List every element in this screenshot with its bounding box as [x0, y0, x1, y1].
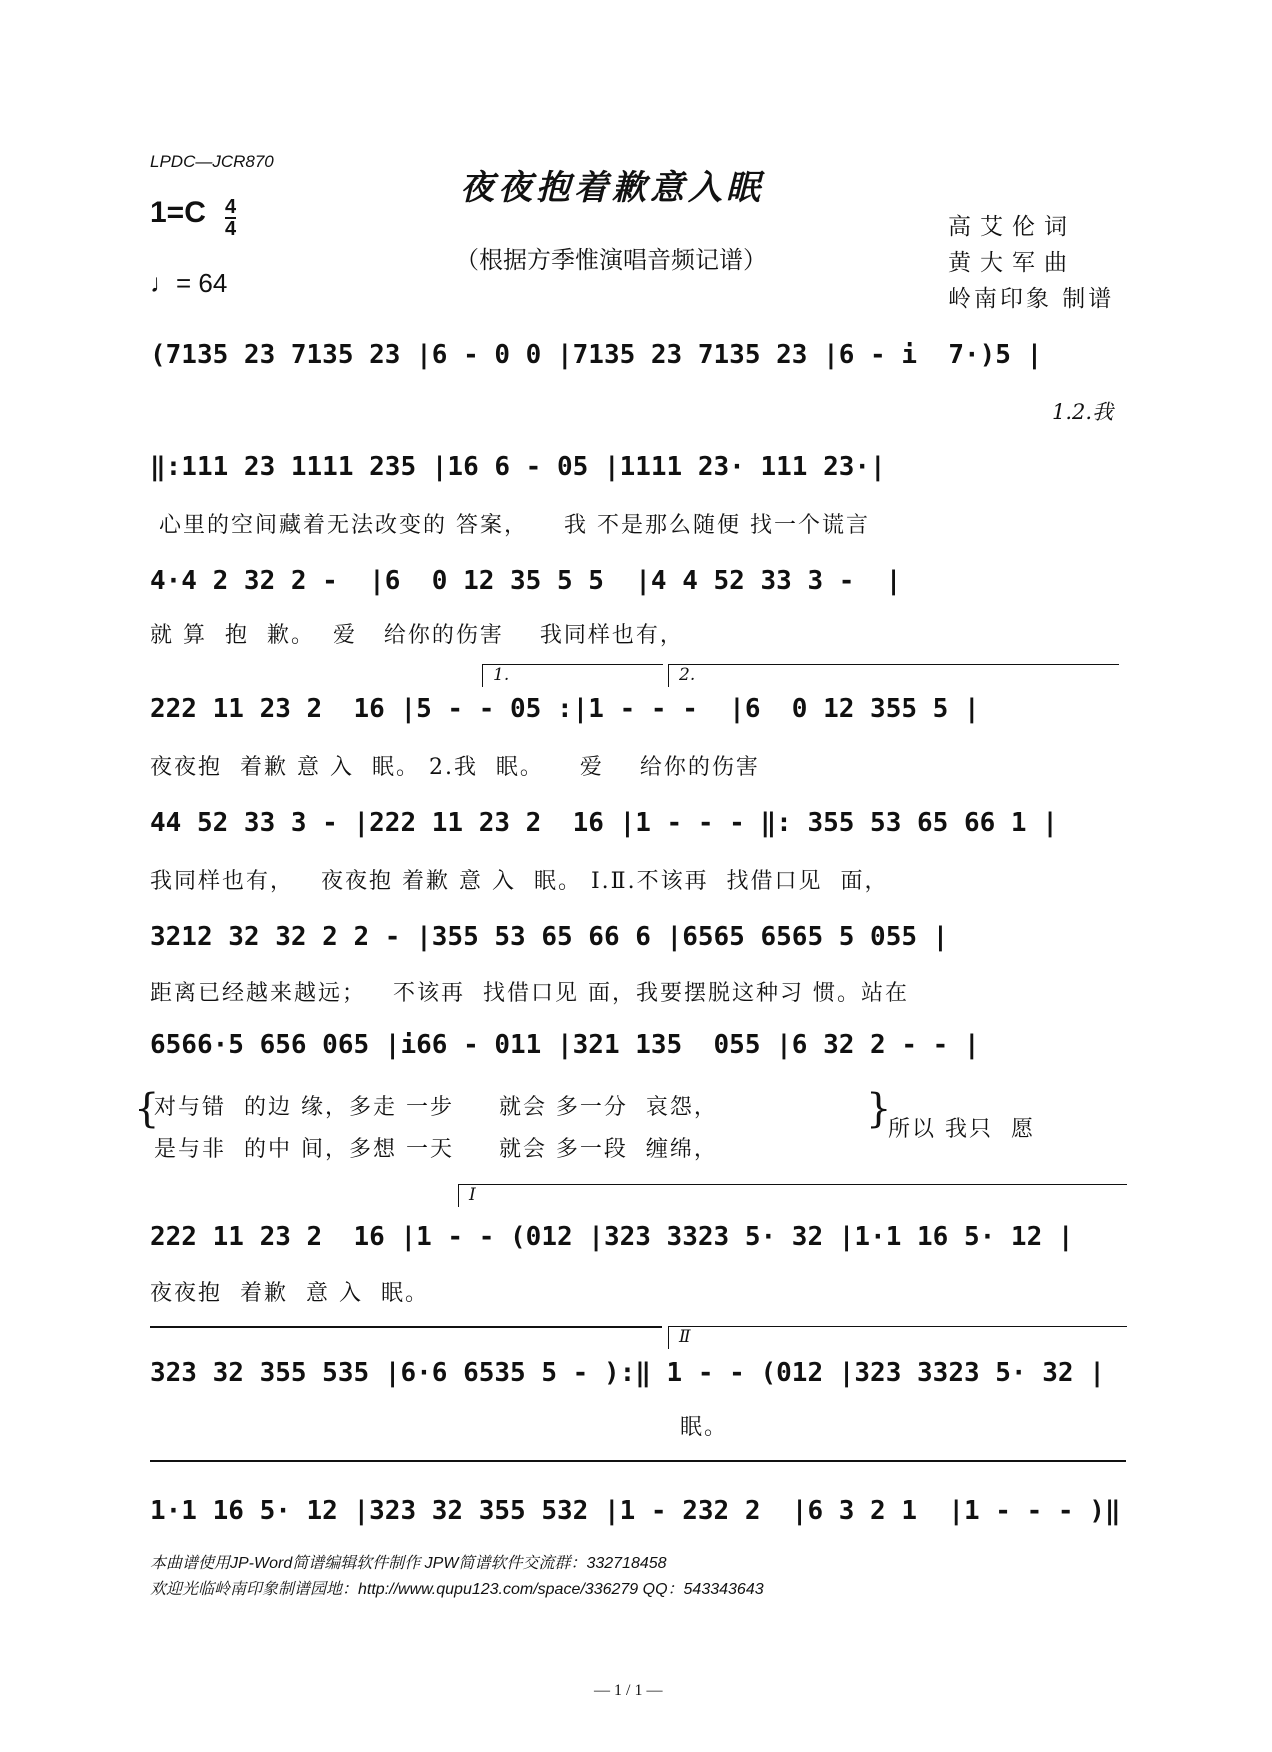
volta-bracket-4 — [668, 1326, 1127, 1349]
verse-line-1: 对与错 的边 缘，多走 一步 就会 多一分 哀怨， — [154, 1095, 718, 1120]
notation-line-1: (7135 23 7135 23 |6 - 0 0 |7135 23 7135 23 |6 - i 7·)5 | — [150, 340, 1043, 370]
score-code: LPDC—JCR870 — [150, 152, 274, 171]
notation-line-5: 44 52 33 3 - |222 11 23 2 16 |1 - - - ‖: 355 53 65 66 1 | — [150, 808, 1058, 838]
verse-line-2: 是与非 的中 间，多想 一天 就会 多一段 缠绵， — [154, 1137, 718, 1162]
notation-line-2: ‖:111 23 1111 235 |16 6 - 05 |1111 23· 111 23·| — [150, 452, 886, 482]
volta-label-2: 2. — [679, 665, 696, 685]
volta-bracket-3 — [458, 1184, 1127, 1207]
notation-line-10: 1·1 16 5· 12 |323 32 355 532 |1 - 232 2 |6 3 2 1 |1 - - - )‖ — [150, 1496, 1121, 1526]
lyric-line-9: 眠。 — [680, 1415, 729, 1440]
notation-line-9: 323 32 355 535 |6·6 6535 5 - ):‖ 1 - - (012 |323 3323 5· 32 | — [150, 1358, 1105, 1388]
coda-top-line — [150, 1460, 1126, 1462]
time-bottom: 4 — [224, 217, 237, 240]
volta-label-3: Ⅰ — [469, 1185, 476, 1205]
tempo-mark: ♩= 64 — [150, 268, 228, 298]
volta-label-1: 1. — [493, 665, 510, 685]
arranger: 岭南印象 制谱 — [948, 286, 1115, 312]
lyric-line-4: 夜夜抱 着歉 意 入 眠。 2.我 眠。 爱 给你的伤害 — [150, 755, 760, 780]
key-label: 1=C — [150, 196, 206, 229]
footer-software: 本曲谱使用JP-Word简谱编辑软件制作 JPW简谱软件交流群：332718458 — [150, 1555, 667, 1572]
notation-line-3: 4·4 2 32 2 - |6 0 12 35 5 5 |4 4 52 33 3 - | — [150, 566, 902, 596]
time-signature — [225, 197, 236, 239]
verse-tail: 所以 我只 愿 — [888, 1117, 1035, 1142]
volta-top-line — [150, 1326, 662, 1328]
volta-bracket-1 — [482, 664, 663, 687]
lyric-line-8: 夜夜抱 着歉 意 入 眠。 — [150, 1281, 429, 1306]
verse-brace-left: { — [134, 1086, 160, 1132]
volta-bracket-2 — [668, 664, 1119, 687]
page-title: 夜夜抱着歉意入眠 — [460, 168, 764, 208]
verse-brace-right: } — [866, 1086, 892, 1132]
lyric-pickup-1: 1.2.我 — [1052, 400, 1114, 424]
lyric-line-2: 心里的空间藏着无法改变的 答案， 我 不是那么随便 找一个谎言 — [150, 513, 870, 538]
volta-label-4: Ⅱ — [679, 1327, 691, 1347]
lyricist: 高艾伦词 — [948, 214, 1076, 240]
subtitle: （根据方季惟演唱音频记谱） — [455, 246, 767, 274]
lyric-line-5: 我同样也有， 夜夜抱 着歉 意 入 眠。 Ⅰ.Ⅱ.不该再 找借口见 面， — [150, 869, 889, 894]
key-signature — [150, 196, 236, 239]
lyric-line-3: 就 算 抱 歉。 爱 给你的伤害 我同样也有， — [150, 623, 684, 648]
composer: 黄大军曲 — [948, 250, 1076, 276]
notation-line-8: 222 11 23 2 16 |1 - - (012 |323 3323 5· 32 |1·1 16 5· 12 | — [150, 1222, 1074, 1252]
notation-line-6: 3212 32 32 2 2 - |355 53 65 66 6 |6565 6565 5 055 | — [150, 922, 949, 952]
lyric-line-6: 距离已经越来越远； 不该再 找借口见 面，我要摆脱这种习 惯。站在 — [150, 981, 909, 1006]
notation-line-7: 6566·5 656 065 |i66 - 011 |321 135 055 |6 32 2 - - | — [150, 1030, 980, 1060]
notation-line-4: 222 11 23 2 16 |5 - - 05 :|1 - - - |6 0 12 355 5 | — [150, 694, 980, 724]
footer-website: 欢迎光临岭南印象制谱园地：http://www.qupu123.com/space/336279 QQ：543343643 — [150, 1581, 764, 1598]
page-number: — 1 / 1 — — [594, 1682, 663, 1699]
time-top: 4 — [224, 195, 237, 218]
